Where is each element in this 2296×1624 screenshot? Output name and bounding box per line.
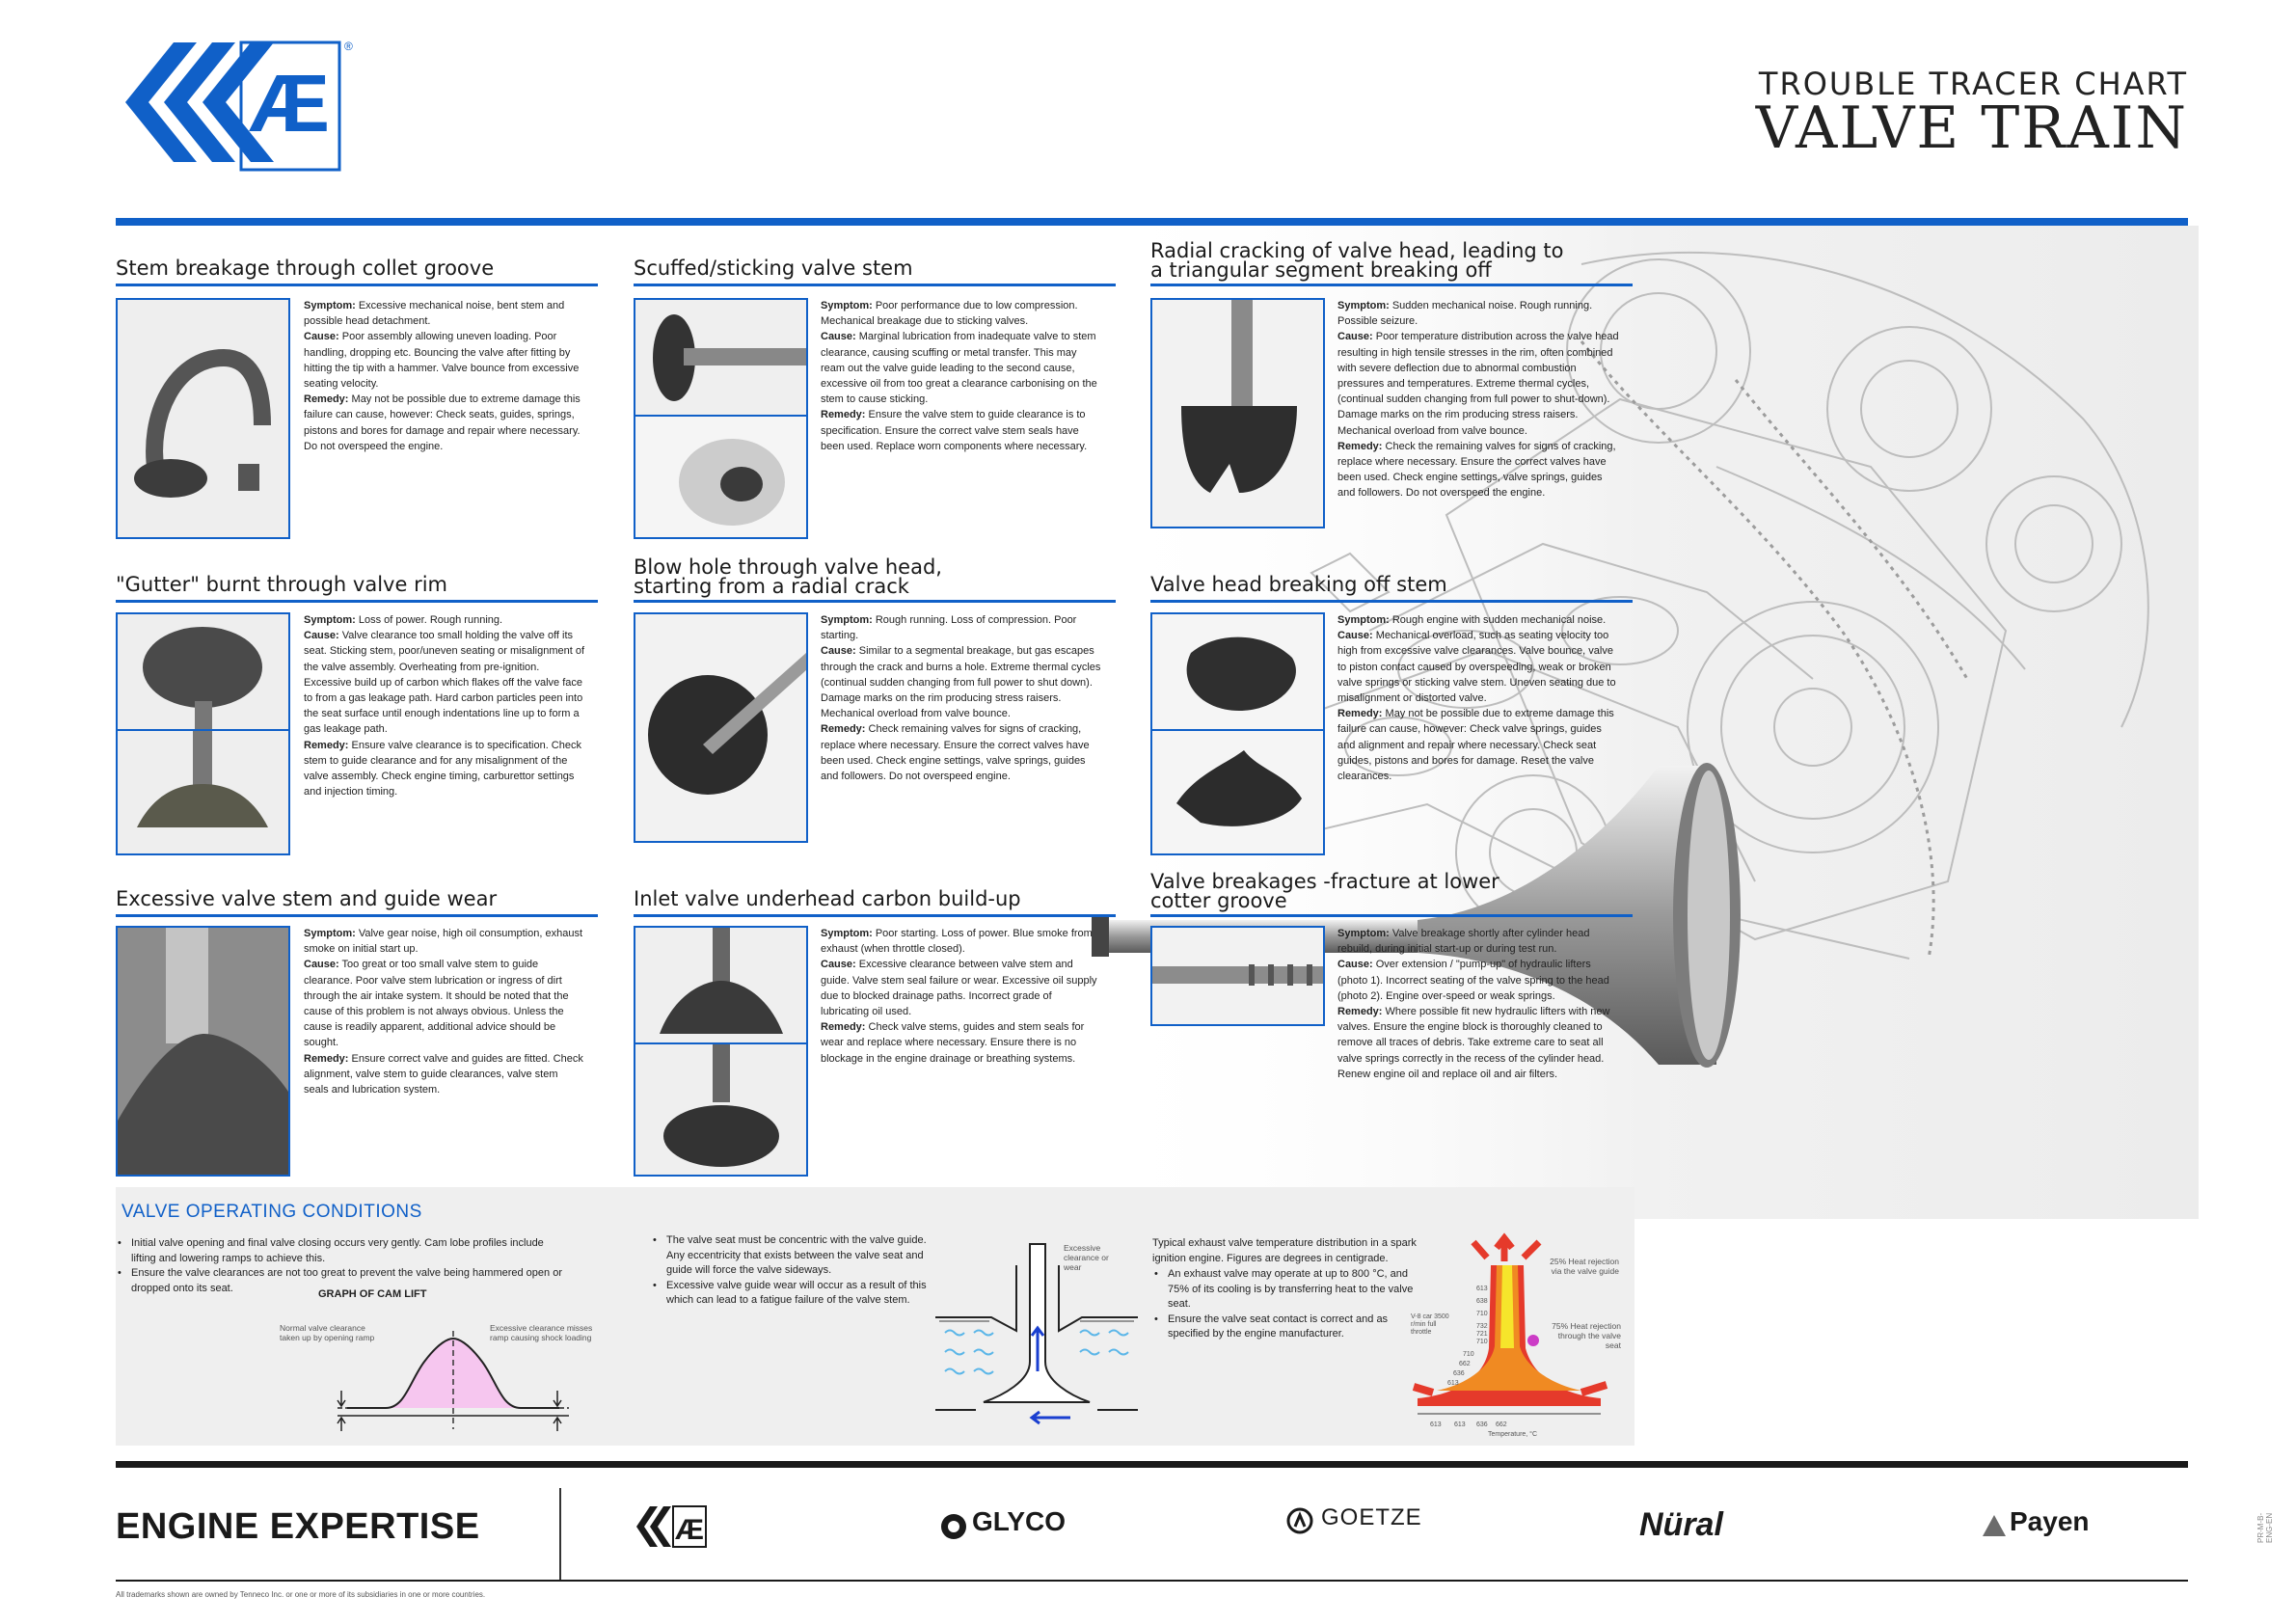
- symptom-text: Valve gear noise, high oil consumption, exhaust smoke on initial start up.: [304, 928, 583, 956]
- photo-gutter-burnt-2: [116, 729, 290, 855]
- remedy-text: Check valve stems, guides and stem seals for wear and replace where necessary. Ensure there is no blockage in the engine drainage or breathing systems.: [821, 1021, 1085, 1065]
- symptom-text: Poor starting. Loss of power. Blue smoke from exhaust (when throttle closed).: [821, 928, 1093, 956]
- remedy-text: May not be possible due to extreme damage this failure can cause, however: Check valve springs, guides and alignment and repair where necessary. Check seat guides, pistons and bores for damage. Reset the valve clearances.: [1337, 708, 1614, 783]
- conditions-item: • Ensure the valve clearances are not too great to prevent the valve being hammered open or dropped onto its seat.: [131, 1266, 570, 1296]
- card-title-cotter-fracture: [1150, 872, 1633, 910]
- cause-label: Cause:: [1337, 331, 1373, 343]
- card-rule: [634, 600, 1116, 603]
- conditions-list-2: [651, 1233, 936, 1309]
- heat-temp: 710: [1476, 1339, 1488, 1345]
- conditions-item: • The valve seat must be concentric with the valve guide. Any eccentricity that exists between the valve seat and guide will force the valve sideways.: [666, 1233, 936, 1279]
- card-title-head-breaking: [1150, 575, 1633, 594]
- cause-text: Poor assembly allowing uneven loading. Poor handling, dropping etc. Bouncing the valve after fitting by hitting the tip with a hammer. Valve bounce from excessive seating velocity.: [304, 331, 580, 391]
- photo-cotter-fracture: [1150, 926, 1325, 1026]
- footer-rule: [116, 1461, 2188, 1468]
- card-title-line: Scuffed/sticking valve stem: [634, 257, 913, 280]
- remedy-label: Remedy:: [821, 723, 866, 736]
- cause-text: Valve clearance too small holding the valve off its seat. Sticking stem, poor/uneven seating or misalignment of the valve assembly. Overheating from pre-ignition. Excessive build up of carbon which flakes off the valve face to from a gas leakage path. Hard carbon particles peen into the seat surface until enough indentations line up to form a gas leakage path.: [304, 630, 585, 736]
- graph-label-right: Excessive clearance misses ramp causing shock loading: [490, 1323, 593, 1342]
- cause-text: Excessive clearance between valve stem and guide. Valve stem seal failure or wear. Excessive oil supply due to blocked drainage paths. Incorrect grade of lubricating oil used.: [821, 959, 1097, 1018]
- footer-divider: [559, 1488, 561, 1580]
- symptom-label: Symptom:: [304, 928, 356, 939]
- photo-scuffed-stem-2: [634, 415, 808, 539]
- symptom-text: Loss of power. Rough running.: [358, 614, 503, 626]
- valve-guide-diagram: [935, 1236, 1138, 1429]
- conditions-list-1: [116, 1236, 570, 1296]
- conditions-item: • Ensure the valve seat contact is correct and as specified by the engine manufacturer.: [1168, 1313, 1428, 1342]
- heat-label-seat: 75% Heat rejection through the valve seat: [1552, 1321, 1621, 1350]
- heat-temp: 638: [1476, 1298, 1488, 1305]
- card-text-gutter-burnt: [304, 612, 585, 799]
- symptom-label: Symptom:: [1337, 300, 1390, 311]
- graph-title: GRAPH OF CAM LIFT: [318, 1288, 427, 1300]
- heat-label-engine: V-8 car 3500 r/min full throttle: [1411, 1313, 1449, 1336]
- symptom-label: Symptom:: [821, 614, 873, 626]
- photo-guide-wear: [116, 926, 290, 1177]
- symptom-label: Symptom:: [1337, 614, 1390, 626]
- heat-temp: 710: [1463, 1351, 1474, 1358]
- symptom-label: Symptom:: [304, 300, 356, 311]
- card-title-scuffed-stem: [634, 258, 1116, 278]
- cause-label: Cause:: [1337, 959, 1373, 971]
- remedy-label: Remedy:: [304, 739, 349, 751]
- ae-footer-logo: [636, 1504, 714, 1549]
- card-rule: [1150, 914, 1633, 917]
- card-text-carbon-buildup: [821, 926, 1102, 1067]
- heat-temp: 732: [1476, 1323, 1488, 1330]
- photo-carbon-buildup-1: [634, 926, 808, 1045]
- ae-logo: [116, 35, 357, 177]
- card-rule: [1150, 284, 1633, 286]
- remedy-label: Remedy:: [1337, 1006, 1383, 1018]
- symptom-label: Symptom:: [821, 300, 873, 311]
- chart-title: VALVE TRAIN: [1755, 95, 2188, 162]
- card-text-head-breaking: [1337, 612, 1619, 784]
- conditions-item: • An exhaust valve may operate at up to 800 °C, and 75% of its cooling is by transferring heat to the valve seat.: [1168, 1267, 1428, 1313]
- cause-label: Cause:: [304, 630, 339, 642]
- footer-title: ENGINE EXPERTISE: [116, 1506, 480, 1547]
- card-title-guide-wear: [116, 889, 598, 908]
- cause-label: Cause:: [1337, 630, 1373, 642]
- cause-text: Poor temperature distribution across the valve head resulting in high tensile stresses in the rim, often combined with severe deflection due to abnormal combustion pressures and temperatures. Extreme thermal cycles, (continual sudden changing from full power to shut-down). Damage marks on the rim producing stress raisers. Mechanical overload from valve bounce.: [1337, 331, 1619, 437]
- symptom-label: Symptom:: [821, 928, 873, 939]
- card-title-line: Radial cracking of valve head, leading to: [1150, 239, 1564, 262]
- remedy-label: Remedy:: [821, 1021, 866, 1034]
- card-text-radial-cracking: [1337, 298, 1619, 501]
- footer-legal: All trademarks shown are owned by Tenneco Inc. or one or more of its subsidiaries in one or more countries.: [116, 1590, 486, 1599]
- card-rule: [116, 600, 598, 603]
- card-title-carbon-buildup: [634, 889, 1116, 908]
- symptom-text: Rough running. Loss of compression. Poor starting.: [821, 614, 1077, 642]
- card-title-line: cotter groove: [1150, 889, 1287, 912]
- heat-label-guide: 25% Heat rejection via the valve guide: [1550, 1257, 1619, 1276]
- heat-axis-tick: 613: [1430, 1421, 1442, 1428]
- header-rule: [116, 218, 2188, 226]
- heat-axis-tick: 662: [1496, 1421, 1507, 1428]
- heat-temp: 613: [1476, 1286, 1488, 1292]
- photo-scuffed-stem-1: [634, 298, 808, 418]
- chart-kicker: TROUBLE TRACER CHART: [1758, 66, 2188, 102]
- symptom-text: Poor performance due to low compression. Mechanical breakage due to sticking valves.: [821, 300, 1078, 328]
- photo-gutter-burnt-1: [116, 612, 290, 732]
- card-title-blow-hole: [634, 557, 1116, 596]
- cause-label: Cause:: [304, 331, 339, 343]
- symptom-text: Rough engine with sudden mechanical noise.: [1391, 614, 1607, 626]
- footer-base-rule: [116, 1580, 2188, 1582]
- conditions-item: • Initial valve opening and final valve closing occurs very gently. Cam lobe profiles include lifting and lowering ramps to achieve this.: [131, 1236, 570, 1266]
- cause-text: Similar to a segmental breakage, but gas escapes through the crack and burns a hole. Extreme thermal cycles (continual sudden changing from full power to shut down). Damage marks on the rim producing stress raisers. Mechanical overload from valve bounce.: [821, 645, 1101, 720]
- brand-payen: Payen: [2010, 1506, 2090, 1536]
- cause-text: Over extension / "pump-up" of hydraulic lifters (photo 1). Incorrect seating of the valve spring to the head (photo 2). Engine over-speed or weak springs.: [1337, 959, 1609, 1002]
- card-title-line: a triangular segment breaking off: [1150, 258, 1492, 282]
- card-rule: [1150, 600, 1633, 603]
- card-title-line: Valve breakages -fracture at lower: [1150, 870, 1499, 893]
- photo-head-breaking-2: [1150, 729, 1325, 855]
- heat-axis-tick: 613: [1454, 1421, 1466, 1428]
- registered-mark: ®: [344, 40, 353, 53]
- symptom-text: Valve breakage shortly after cylinder head rebuild, during initial start-up or during test run.: [1337, 928, 1590, 956]
- card-title-line: Valve head breaking off stem: [1150, 573, 1447, 596]
- heat-temp: 613: [1447, 1380, 1459, 1387]
- conditions-list-3: [1152, 1267, 1428, 1342]
- remedy-text: Check the remaining valves for signs of cracking, replace where necessary. Ensure the correct valves have been used. Check engine settings, valve springs, guides and followers. Do not overspeed the engine.: [1337, 440, 1616, 500]
- cause-text: Mechanical overload, such as seating velocity too high from excessive valve clearances. Valve bounce, valve to piston contact caused by overspeeding, weak or broken valve springs or sticking valve stem. Uneven seating due to misalignment or distorted valve.: [1337, 630, 1616, 705]
- symptom-label: Symptom:: [304, 614, 356, 626]
- card-rule: [116, 284, 598, 286]
- brand-glyco: GLYCO: [972, 1506, 1066, 1536]
- remedy-label: Remedy:: [304, 393, 349, 406]
- remedy-text: Ensure the valve stem to guide clearance is to specification. Ensure the correct valve stem seals have been used. Replace worn components where necessary.: [821, 409, 1088, 452]
- heat-intro: Typical exhaust valve temperature distribution in a spark ignition engine. Figures are degrees in centigrade.: [1152, 1237, 1417, 1264]
- heat-temp: 662: [1459, 1361, 1471, 1367]
- remedy-label: Remedy:: [1337, 440, 1383, 452]
- diagram-label: Excessive clearance or wear: [1064, 1243, 1109, 1272]
- card-text-blow-hole: [821, 612, 1102, 784]
- card-text-cotter-fracture: [1337, 926, 1619, 1082]
- cause-text: Marginal lubrication from inadequate valve to stem clearance, causing scuffing or metal transfer. This may ream out the valve guide leading to the second cause, excessive oil from too great a clearance carbonising on the stem to cause sticking.: [821, 331, 1097, 406]
- card-title-line: Stem breakage through collet groove: [116, 257, 495, 280]
- photo-carbon-buildup-2: [634, 1042, 808, 1177]
- card-rule: [116, 914, 598, 917]
- card-title-line: "Gutter" burnt through valve rim: [116, 573, 447, 596]
- photo-stem-breakage: [116, 298, 290, 539]
- remedy-text: May not be possible due to extreme damage this failure can cause, however: Check seats, guides, springs, pistons and bores for damage and repair where necessary.: [304, 393, 581, 437]
- card-title-stem-breakage: [116, 258, 598, 278]
- cause-text: Too great or too small valve stem to guide clearance. Poor valve stem lubrication or ingress of dirt through the air intake system. It should be noted that the cause of this problem is not always obvious. Unless the cause is readily apparent, additional advice should be sought.: [304, 959, 569, 1049]
- card-title-gutter-burnt: [116, 575, 598, 594]
- graph-label-left: Normal valve clearance taken up by opening ramp: [280, 1323, 375, 1342]
- photo-head-breaking-1: [1150, 612, 1325, 732]
- card-title-line: Blow hole through valve head,: [634, 555, 942, 579]
- payen-logo-icon: [1983, 1515, 2006, 1536]
- card-title-radial-cracking: [1150, 241, 1633, 280]
- photo-blow-hole: [634, 612, 808, 843]
- brand-nural: Nüral: [1639, 1506, 1723, 1543]
- logo-text: Æ: [249, 58, 330, 149]
- card-title-line: starting from a radial crack: [634, 575, 909, 598]
- cause-label: Cause:: [304, 959, 339, 971]
- cause-label: Cause:: [821, 645, 856, 658]
- remedy-text: Ensure valve clearance is to specification. Check stem to guide clearance and for any misalignment of the valve assembly. Check engine timing, carburettor settings and injection timing.: [304, 739, 581, 798]
- photo-radial-cracking: [1150, 298, 1325, 528]
- brand-goetze: GOETZE: [1321, 1504, 1422, 1530]
- document-code: PR-M-B-ENG-EN: [2256, 1512, 2274, 1543]
- conditions-title: VALVE OPERATING CONDITIONS: [122, 1202, 422, 1222]
- cam-lift-graph: [328, 1323, 579, 1434]
- card-text-guide-wear: [304, 926, 585, 1097]
- remedy-text: Check remaining valves for signs of cracking, replace where necessary. Ensure the correct valves have been used. Check engine settings, valve springs, guides and followers. Do not overspeed engine.: [821, 723, 1090, 783]
- heat-temp: 636: [1453, 1370, 1465, 1377]
- card-rule: [634, 284, 1116, 286]
- card-rule: [634, 914, 1116, 917]
- glyco-logo-icon: [939, 1512, 968, 1541]
- remedy-text: Where possible fit new hydraulic lifters with new valves. Ensure the engine block is thoroughly cleaned to remove all traces of debris. Take extreme care to seat all valve springs correctly in the recess of the cylinder head. Renew engine oil and replace oil and air filters.: [1337, 1006, 1610, 1080]
- heat-axis-tick: 636: [1476, 1421, 1488, 1428]
- card-text-scuffed-stem: [821, 298, 1102, 454]
- remedy-label: Remedy:: [821, 409, 866, 421]
- remedy-text: Ensure correct valve and guides are fitted. Check alignment, valve stem to guide clearances, valve stem seals and lubrication system.: [304, 1052, 583, 1096]
- cause-label: Cause:: [821, 331, 856, 343]
- ae-footer-logo-text: Æ: [675, 1514, 704, 1546]
- conditions-item: • Excessive valve guide wear will occur as a result of this which can lead to a fatigue failure of the valve stem.: [666, 1279, 936, 1309]
- card-title-line: Excessive valve stem and guide wear: [116, 887, 498, 910]
- symptom-label: Symptom:: [1337, 928, 1390, 939]
- symptom-text: Excessive mechanical noise, bent stem and possible head detachment.: [304, 300, 565, 328]
- extra-note: Do not overspeed the engine.: [304, 440, 444, 452]
- goetze-logo-icon: [1286, 1507, 1313, 1534]
- heat-temp: 710: [1476, 1311, 1488, 1317]
- remedy-label: Remedy:: [1337, 708, 1383, 720]
- remedy-label: Remedy:: [304, 1052, 349, 1065]
- cause-label: Cause:: [821, 959, 856, 971]
- symptom-text: Sudden mechanical noise. Rough running. Possible seizure.: [1337, 300, 1593, 328]
- heat-axis-label: Temperature, °C: [1488, 1431, 1538, 1438]
- card-text-stem-breakage: [304, 298, 585, 454]
- heat-temp: 721: [1476, 1331, 1488, 1338]
- card-title-line: Inlet valve underhead carbon build-up: [634, 887, 1021, 910]
